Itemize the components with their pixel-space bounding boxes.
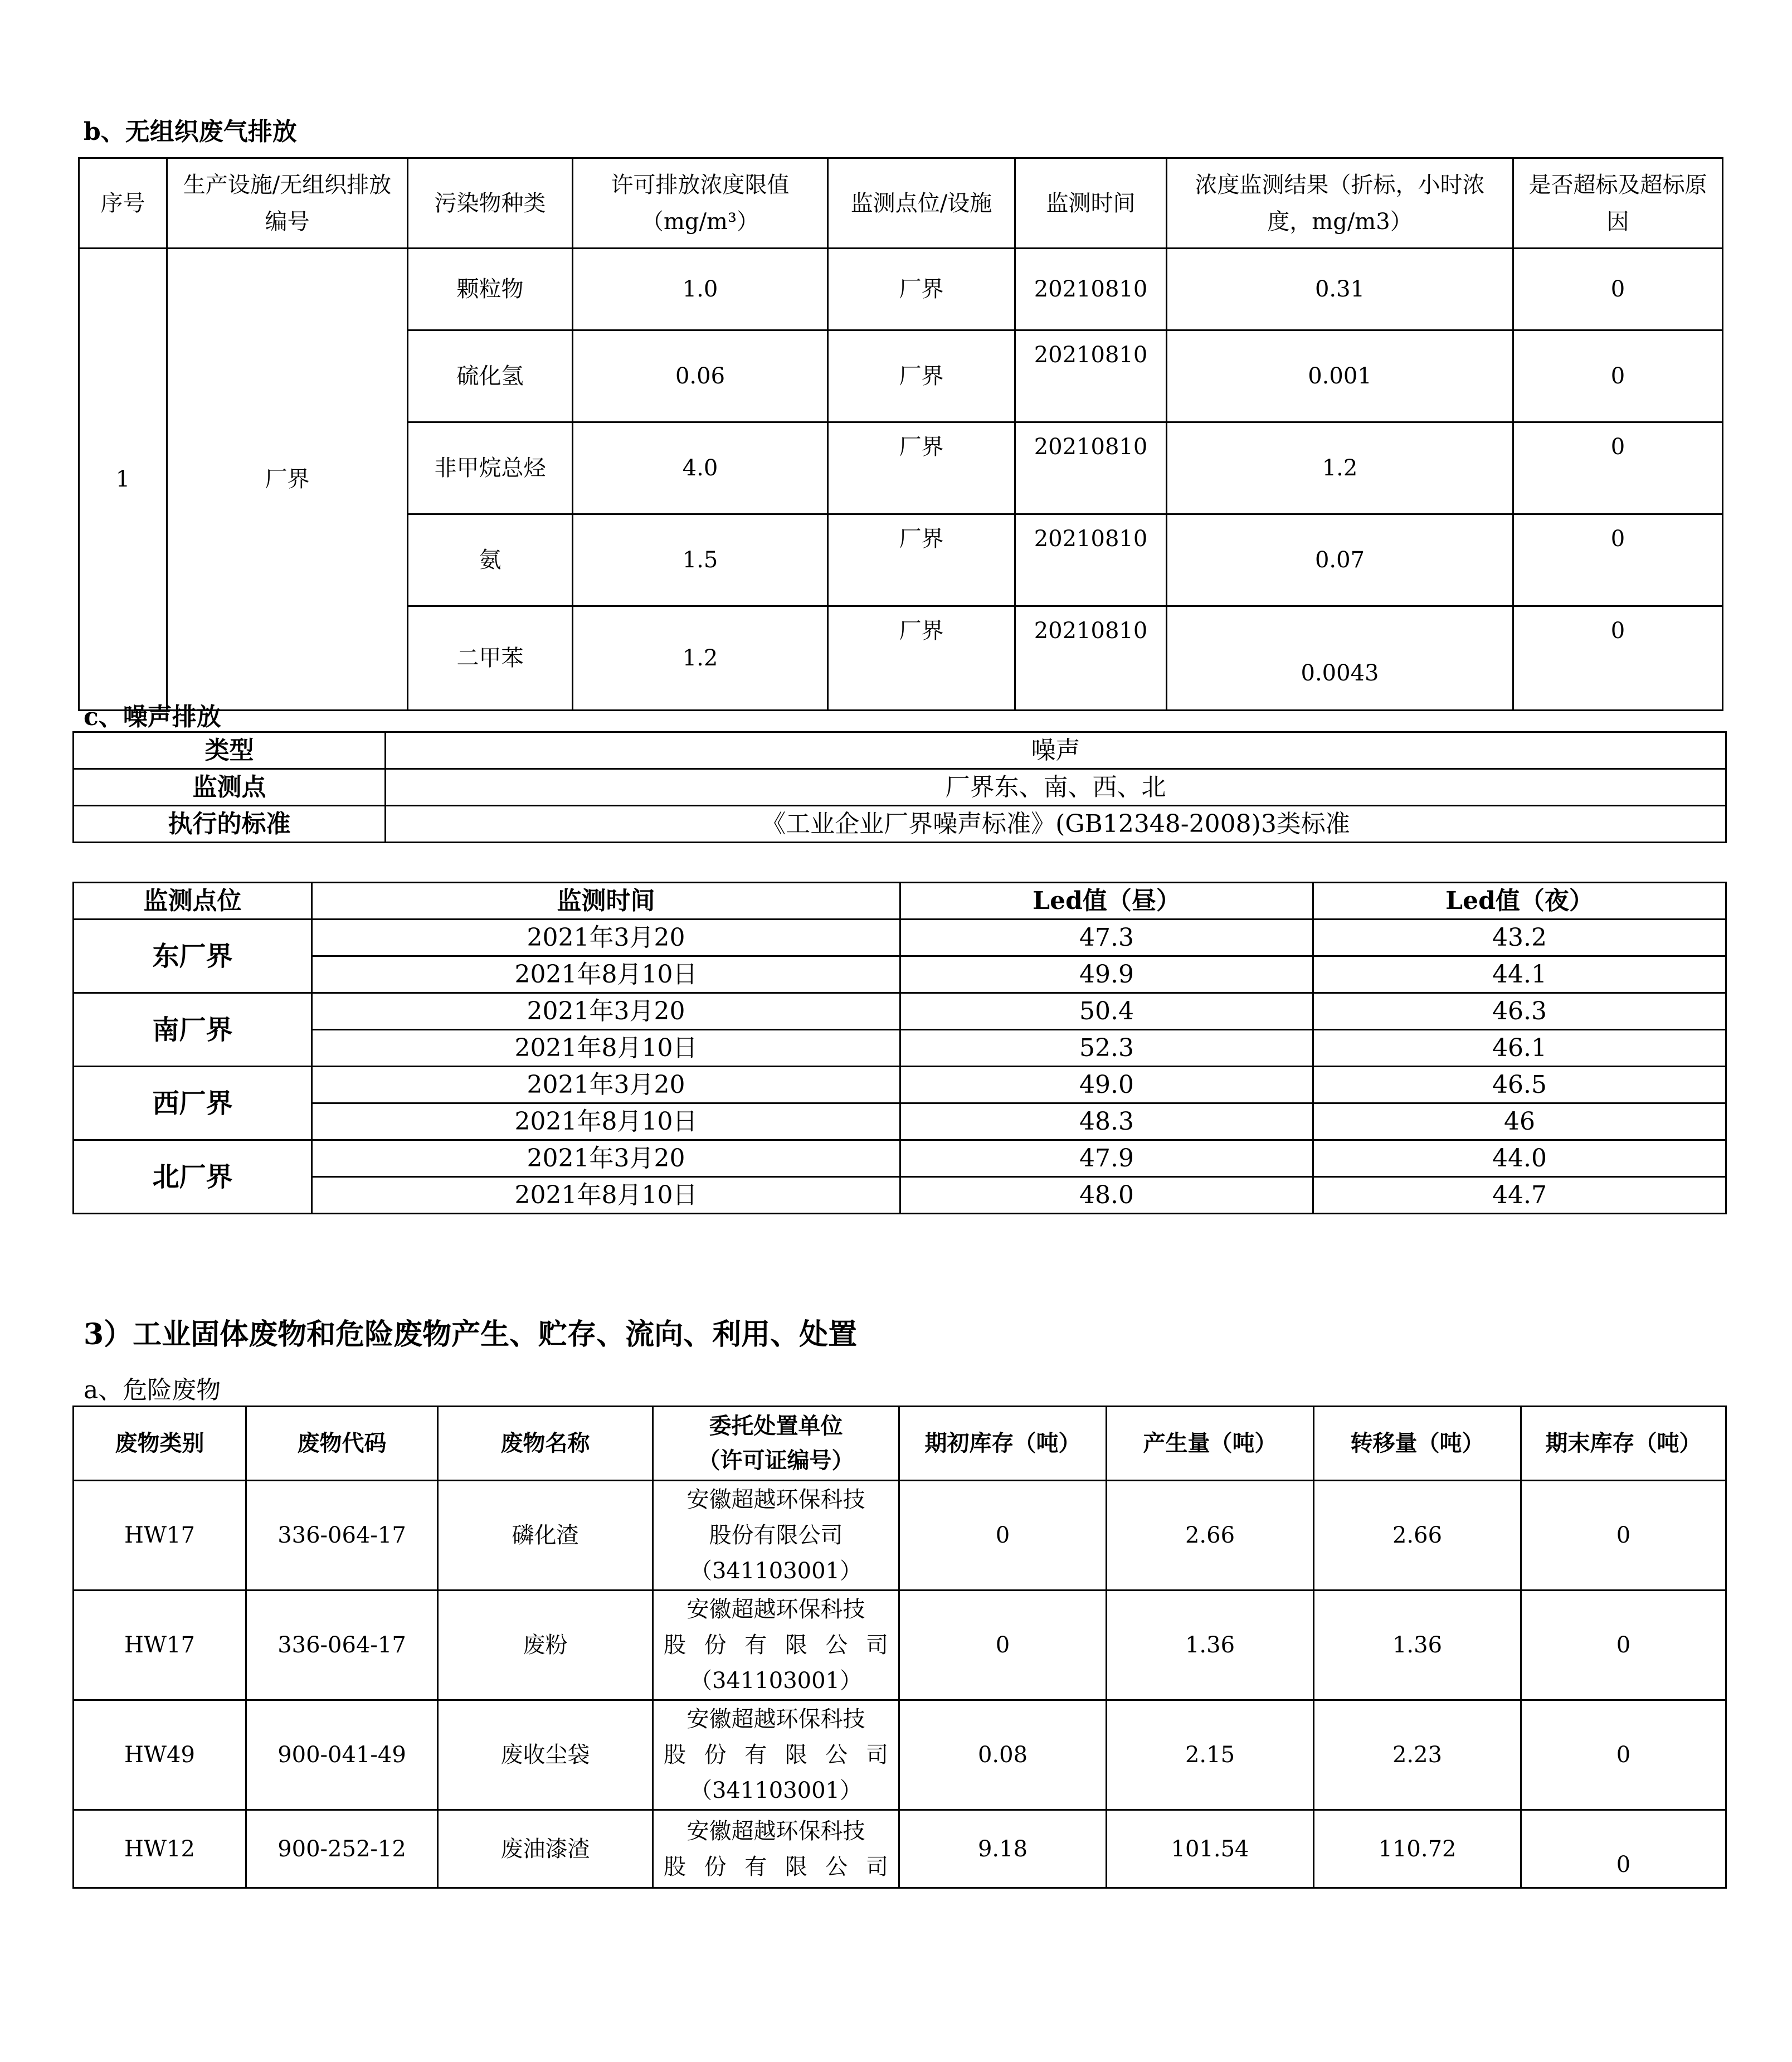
table-row <box>74 1810 1726 1888</box>
time-cell: 20210810 <box>1015 422 1167 514</box>
unit-line-1: 安徽超越环保科技 <box>686 1818 865 1844</box>
header-exceed <box>1513 158 1723 249</box>
category-cell: HW12 <box>74 1810 246 1888</box>
opening-cell: 0 <box>899 1591 1107 1700</box>
code-cell: 336-064-17 <box>246 1481 438 1591</box>
fugitive-emission-table <box>78 157 1723 711</box>
night-cell: 46 <box>1313 1103 1726 1140</box>
day-cell: 48.0 <box>900 1177 1313 1214</box>
unit-cell <box>653 1481 899 1591</box>
header-opening: 期初库存（吨） <box>899 1407 1107 1481</box>
time-cell: 2021年3月20 <box>312 1067 900 1103</box>
unit-line-1: 安徽超越环保科技 <box>686 1487 865 1513</box>
name-cell: 废油漆渣 <box>438 1810 653 1888</box>
code-cell: 900-041-49 <box>246 1700 438 1810</box>
produced-cell: 2.15 <box>1107 1700 1314 1810</box>
header-day: Led值（昼） <box>900 883 1313 920</box>
opening-cell: 9.18 <box>899 1810 1107 1888</box>
time-cell: 2021年8月10日 <box>312 956 900 993</box>
day-cell: 48.3 <box>900 1103 1313 1140</box>
hazardous-waste-table <box>72 1406 1727 1889</box>
transferred-cell: 2.23 <box>1314 1700 1521 1810</box>
table-row <box>74 1481 1726 1591</box>
table-row <box>74 1177 1726 1214</box>
table-header-row <box>79 158 1723 249</box>
day-cell: 47.9 <box>900 1140 1313 1177</box>
day-cell: 47.3 <box>900 920 1313 956</box>
header-name: 废物名称 <box>438 1407 653 1481</box>
table-row <box>74 956 1726 993</box>
table-row <box>74 1103 1726 1140</box>
noise-type-label: 类型 <box>74 732 386 769</box>
header-location: 监测点位/设施 <box>828 158 1015 249</box>
produced-cell: 2.66 <box>1107 1481 1314 1591</box>
standard-value: 《工业企业厂界噪声标准》(GB12348-2008)3类标准 <box>386 806 1726 843</box>
time-cell: 20210810 <box>1015 249 1167 330</box>
location-cell: 厂界 <box>828 249 1015 330</box>
monitor-point-label: 监测点 <box>74 769 386 806</box>
table-row <box>74 920 1726 956</box>
point-south: 南厂界 <box>74 993 312 1067</box>
unit-line-1: 安徽超越环保科技 <box>686 1597 865 1622</box>
produced-cell: 101.54 <box>1107 1810 1314 1888</box>
time-cell: 2021年3月20 <box>312 920 900 956</box>
night-cell: 44.0 <box>1313 1140 1726 1177</box>
day-cell: 49.0 <box>900 1067 1313 1103</box>
table-row <box>74 1591 1726 1700</box>
location-cell: 厂界 <box>828 422 1015 514</box>
unit-line-2: 股份有限公司 <box>664 1854 888 1880</box>
section-c-title: c、噪声排放 <box>84 703 221 731</box>
result-cell: 1.2 <box>1167 422 1513 514</box>
location-cell: 厂界 <box>828 606 1015 711</box>
night-cell: 46.3 <box>1313 993 1726 1030</box>
point-east: 东厂界 <box>74 920 312 993</box>
section-3a-subtitle: a、危险废物 <box>84 1376 221 1404</box>
night-cell: 46.1 <box>1313 1030 1726 1067</box>
monitor-point-value: 厂界东、南、西、北 <box>386 769 1726 806</box>
closing-cell: 0 <box>1521 1810 1726 1888</box>
header-limit-text: 许可排放浓度限值 <box>611 172 790 198</box>
header-category: 废物类别 <box>74 1407 246 1481</box>
pollutant-cell: 非甲烷总烃 <box>408 422 573 514</box>
day-cell: 50.4 <box>900 993 1313 1030</box>
time-cell: 2021年3月20 <box>312 1140 900 1177</box>
exceed-cell: 0 <box>1513 606 1723 711</box>
result-cell: 0.31 <box>1167 249 1513 330</box>
table-row <box>74 1030 1726 1067</box>
name-cell: 废粉 <box>438 1591 653 1700</box>
exceed-cell: 0 <box>1513 422 1723 514</box>
category-cell: HW17 <box>74 1591 246 1700</box>
unit-cell <box>653 1810 899 1888</box>
header-unit-text: 委托处置单位 <box>709 1413 843 1439</box>
section-b-title: b、无组织废气排放 <box>84 118 297 146</box>
opening-cell: 0 <box>899 1481 1107 1591</box>
time-cell: 2021年8月10日 <box>312 1030 900 1067</box>
location-cell: 厂界 <box>828 330 1015 422</box>
header-time: 监测时间 <box>1015 158 1167 249</box>
transferred-cell: 1.36 <box>1314 1591 1521 1700</box>
day-cell: 49.9 <box>900 956 1313 993</box>
unit-line-3: （341103001） <box>689 1668 863 1694</box>
time-cell: 20210810 <box>1015 514 1167 606</box>
produced-cell: 1.36 <box>1107 1591 1314 1700</box>
location-cell: 厂界 <box>828 514 1015 606</box>
unit-cell <box>653 1700 899 1810</box>
table-row <box>74 769 1726 806</box>
closing-cell: 0 <box>1521 1700 1726 1810</box>
header-result-text: 浓度监测结果（折标，小时浓度，mg/m3） <box>1195 172 1485 235</box>
header-exceed-text: 是否超标及超标原因 <box>1528 172 1707 235</box>
opening-cell: 0.08 <box>899 1700 1107 1810</box>
limit-cell: 0.06 <box>573 330 828 422</box>
time-cell: 20210810 <box>1015 606 1167 711</box>
point-north: 北厂界 <box>74 1140 312 1214</box>
unit-cell <box>653 1591 899 1700</box>
header-unit-sub: （许可证编号） <box>698 1447 854 1473</box>
header-produced: 产生量（吨） <box>1107 1407 1314 1481</box>
result-cell: 0.0043 <box>1167 606 1513 711</box>
time-cell: 2021年3月20 <box>312 993 900 1030</box>
header-transferred: 转移量（吨） <box>1314 1407 1521 1481</box>
transferred-cell: 2.66 <box>1314 1481 1521 1591</box>
table-header-row <box>74 883 1726 920</box>
pollutant-cell: 二甲苯 <box>408 606 573 711</box>
name-cell: 废收尘袋 <box>438 1700 653 1810</box>
transferred-cell: 110.72 <box>1314 1810 1521 1888</box>
pollutant-cell: 氨 <box>408 514 573 606</box>
time-cell: 20210810 <box>1015 330 1167 422</box>
header-seq: 序号 <box>79 158 167 249</box>
noise-info-table <box>72 731 1727 843</box>
name-cell: 磷化渣 <box>438 1481 653 1591</box>
header-point: 监测点位 <box>74 883 312 920</box>
pollutant-cell: 硫化氢 <box>408 330 573 422</box>
table-row <box>79 249 1723 330</box>
header-result <box>1167 158 1513 249</box>
unit-line-2: 股份有限公司 <box>664 1742 888 1768</box>
exceed-cell: 0 <box>1513 330 1723 422</box>
seq-cell: 1 <box>79 249 167 711</box>
table-header-row <box>74 1407 1726 1481</box>
time-cell: 2021年8月10日 <box>312 1103 900 1140</box>
night-cell: 46.5 <box>1313 1067 1726 1103</box>
category-cell: HW17 <box>74 1481 246 1591</box>
time-cell: 2021年8月10日 <box>312 1177 900 1214</box>
header-night: Led值（夜） <box>1313 883 1726 920</box>
noise-type-value: 噪声 <box>386 732 1726 769</box>
limit-cell: 1.5 <box>573 514 828 606</box>
table-row <box>74 732 1726 769</box>
header-pollutant: 污染物种类 <box>408 158 573 249</box>
pollutant-cell: 颗粒物 <box>408 249 573 330</box>
category-cell: HW49 <box>74 1700 246 1810</box>
point-west: 西厂界 <box>74 1067 312 1140</box>
exceed-cell: 0 <box>1513 249 1723 330</box>
section-3-title: 3）工业固体废物和危险废物产生、贮存、流向、利用、处置 <box>84 1317 858 1351</box>
unit-line-2: 股份有限公司 <box>664 1632 888 1658</box>
closing-cell: 0 <box>1521 1481 1726 1591</box>
header-facility-text: 生产设施/无组织排放编号 <box>183 172 392 235</box>
table-row <box>74 1700 1726 1810</box>
table-row <box>74 993 1726 1030</box>
unit-line-3: （341103001） <box>689 1558 863 1584</box>
night-cell: 43.2 <box>1313 920 1726 956</box>
limit-cell: 1.0 <box>573 249 828 330</box>
noise-results-table <box>72 882 1727 1214</box>
header-code: 废物代码 <box>246 1407 438 1481</box>
result-cell: 0.07 <box>1167 514 1513 606</box>
standard-label: 执行的标准 <box>74 806 386 843</box>
day-cell: 52.3 <box>900 1030 1313 1067</box>
unit-line-3: （341103001） <box>689 1778 863 1803</box>
night-cell: 44.7 <box>1313 1177 1726 1214</box>
header-limit <box>573 158 828 249</box>
header-limit-unit: （mg/m³） <box>641 208 759 235</box>
result-cell: 0.001 <box>1167 330 1513 422</box>
header-time: 监测时间 <box>312 883 900 920</box>
exceed-cell: 0 <box>1513 514 1723 606</box>
header-closing: 期末库存（吨） <box>1521 1407 1726 1481</box>
code-cell: 336-064-17 <box>246 1591 438 1700</box>
limit-cell: 1.2 <box>573 606 828 711</box>
facility-cell: 厂界 <box>167 249 408 711</box>
header-unit <box>653 1407 899 1481</box>
limit-cell: 4.0 <box>573 422 828 514</box>
table-row <box>74 1140 1726 1177</box>
table-row <box>74 806 1726 843</box>
unit-line-1: 安徽超越环保科技 <box>686 1706 865 1732</box>
unit-line-2: 股份有限公司 <box>709 1523 843 1548</box>
table-row <box>74 1067 1726 1103</box>
code-cell: 900-252-12 <box>246 1810 438 1888</box>
header-facility <box>167 158 408 249</box>
night-cell: 44.1 <box>1313 956 1726 993</box>
closing-cell: 0 <box>1521 1591 1726 1700</box>
